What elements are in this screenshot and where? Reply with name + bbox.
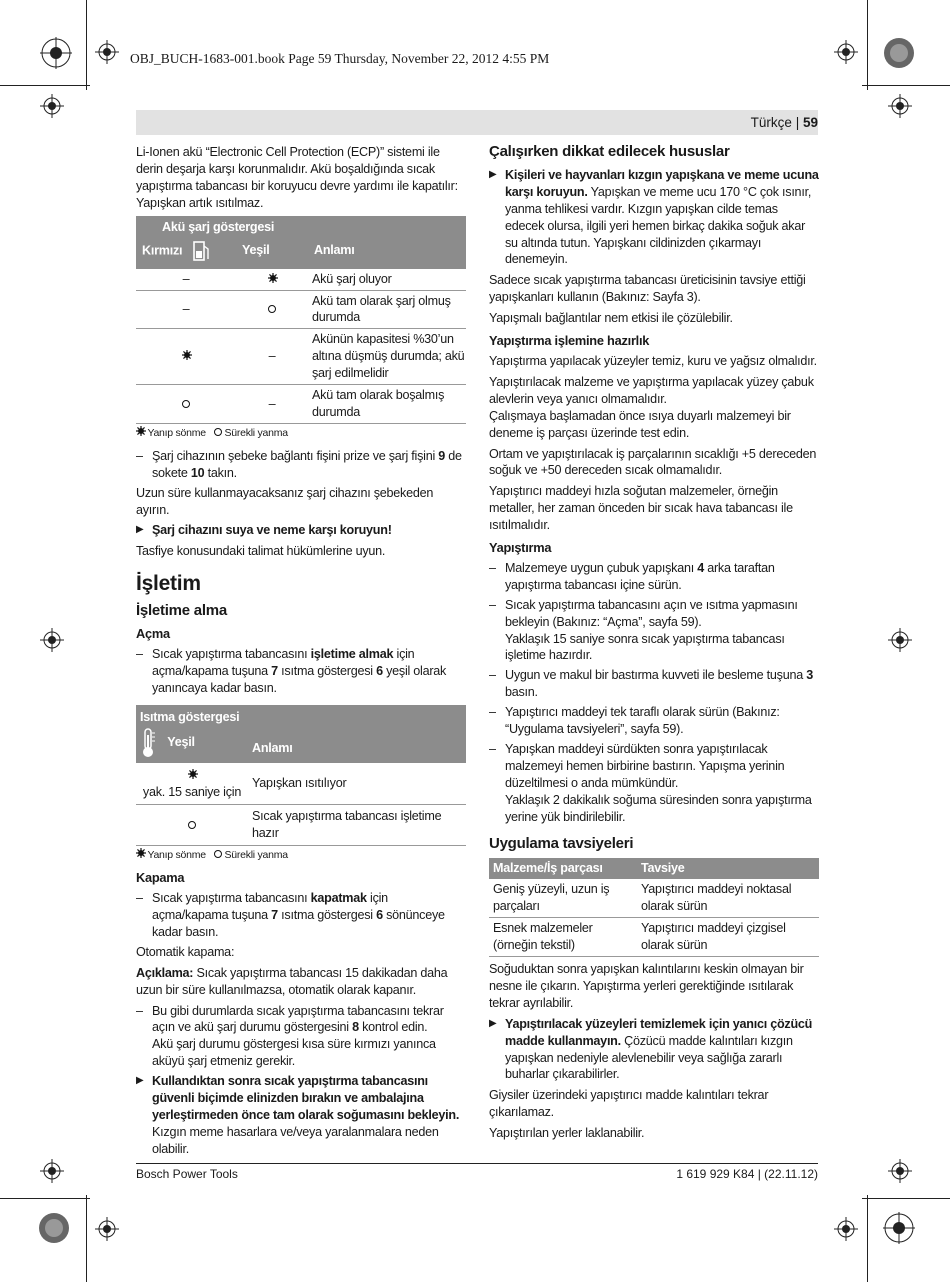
registration-target-icon [888,628,912,652]
flash-icon [268,271,277,280]
charge-step: – Şarj cihazının şebeke bağlantı fişini prize ve şarj fişini 9 de sokete 10 takın. [136,448,462,480]
prep-text: Yapıştırılacak malzeme ve yapıştırma yapılacak yüzey çabuk alevlerin veya yanıcı olmamalıdır. [489,374,814,406]
registration-target-icon [883,1212,915,1244]
crop-mark [867,0,868,90]
disposal-note: Tasfiye konusundaki talimat hükümlerine uyun. [136,544,386,559]
glue-step: – Malzemeye uygun çubuk yapışkanı 4 arka taraftan yapıştırma tabancası içine sürün. [489,560,775,592]
header-language: Türkçe [750,115,792,130]
unplug-note: Uzun süre kullanmayacaksanız şarj cihazını şebekeden ayırın. [136,485,434,517]
crop-mark [86,0,87,90]
charge-table-title: Akü şarj göstergesi [136,216,466,237]
registration-target-icon [40,37,72,69]
heat-indicator-table [136,705,466,847]
flash-icon [182,348,191,357]
crop-mark [86,1195,87,1282]
glue-step: – Sıcak yapıştırma tabancasını açın ve ısıtma yapmasını bekleyin (Bakınız: “Açma”, sayfa 59). Yaklaşık 15 saniye sonra sıcak yapıştırma tabancası işletime hazırdır. [489,597,798,663]
steady-icon [188,821,196,829]
glue-step: – Uygun ve makul bir bastırma kuvveti ile besleme tuşuna 3 basın. [489,668,814,700]
charge-col-meaning: Anlamı [308,237,466,269]
table-row: – Akü tam olarak şarj olmuş durumda [136,290,466,329]
table-row: Esnek malzemeler (örneğin tekstil) Yapıştırıcı maddeyi çizgisel olarak sürün [489,918,819,957]
heading-on: Açma [136,626,170,642]
tips-col-tip: Tavsiye [637,858,819,879]
heading-gluing: Yapıştırma [489,540,552,556]
heading-preparation: Yapıştırma işlemine hazırlık [489,333,650,349]
auto-off-note: Açıklama: Sıcak yapıştırma tabancası 15 dakikadan daha uzun bir süre kullanılmazsa, otomatik olarak kapanır. [136,965,448,997]
crop-mark [0,85,90,86]
registration-target-icon [834,40,858,64]
prep-text: Yapıştırıcı maddeyi hızla soğutan malzemeler, örneğin metaller, her zaman önceden bir sıcak hava tabancası ile ısıtılmalıdır. [489,484,793,533]
crop-mark [0,1198,90,1199]
page-header-bar [136,110,818,135]
heat-col-green: Yeşil [136,727,248,763]
charge-col-green: Yeşil [236,237,308,269]
footer-brand: Bosch Power Tools [136,1167,238,1181]
heading-off: Kapama [136,870,185,886]
registration-target-icon [40,1159,64,1183]
prep-text: Çalışmaya başlamadan önce ısıya duyarlı malzemeyi bir deneme iş parçası üzerinde test edin. [489,408,791,440]
heat-legend: Yanıp sönme Sürekli yanma [136,847,466,864]
cool-warning: ▶ Kullandıktan sonra sıcak yapıştırma tabancasını güvenli biçimde elinizden bırakın ve ambalajına yerleştirmeden önce tam olarak soğumasını bekleyin. Kızgın meme hasarlara ve/veya yaralanmalara neden olabilir. [136,1074,460,1156]
flash-icon [136,425,145,434]
table-row: Sıcak yapıştırma tabancası işletime hazır [136,805,466,846]
crop-mark [862,85,950,86]
flash-icon [188,767,197,776]
ecp-intro: Li-Ionen akü “Electronic Cell Protection (ECP)” sistemi ile derin deşarja karşı korunmalıdır. Akü boşaldığında sıcak yapıştırma tabancası bir koruyucu devre yardımı ile kapatılır: Yapışkan artık ısıtılmaz. [136,145,458,210]
glue-step: – Yapıştırıcı maddeyi tek taraflı olarak sürün (Bakınız: “Uygulama tavsiyeleri”, sayfa 59). [489,705,780,737]
glue-recommendation: Sadece sıcak yapıştırma tabancası üreticisinin tavsiye ettiği yapışkanları kullanın (Bakınız: Sayfa 3). [489,273,806,305]
table-row: – Akü tam olarak boşalmış durumda [136,385,466,424]
tips-col-material: Malzeme/İş parçası [489,858,637,879]
prep-text: Ortam ve yapıştırılacak iş parçalarının sıcaklığı +5 dereceden soğuk ve +50 dereceden sıcak olmamalıdır. [489,446,817,478]
glue-step: – Yapışkan maddeyi sürdükten sonra yapıştırılacak malzemeyi hemen birbirine bastırın. Yapışma yerinin düzeltilmesi o anda mümkündür. Yaklaşık 2 dakikalık soğuma süresinden sonra yapıştırma yerine yük bindirilebilir. [489,742,812,824]
steady-icon [214,428,222,436]
section-title-tips: Uygulama tavsiyeleri [489,834,634,852]
page-header [751,115,818,130]
right-column [489,144,819,1146]
table-row: – Akü şarj oluyor [136,269,466,290]
registration-target-icon [40,628,64,652]
header-separator: | [795,115,800,130]
prep-text: Yapıştırma yapılacak yüzeyler temiz, kuru ve yağsız olmalıdır. [489,353,817,368]
registration-target-icon [888,94,912,118]
section-title-operation: İşletim [136,572,201,596]
table-row: Geniş yüzeyli, uzun iş parçaları Yapıştırıcı maddeyi noktasal olarak sürün [489,879,819,917]
clothes-note: Giysiler üzerindeki yapıştırıcı madde kalıntıları tekrar çıkarılamaz. [489,1088,769,1120]
footer-rule [136,1163,818,1164]
charge-col-red: Kırmızı [136,237,236,269]
off-step: – Sıcak yapıştırma tabancasını kapatmak için açma/kapama tuşuna 7 ısıtma göstergesi 6 sönünceye kadar basın. [136,891,445,939]
registration-target-icon [834,1217,858,1241]
recharge-step: – Bu gibi durumlarda sıcak yapıştırma tabancasını tekrar açın ve akü şarj durumu göstergesini 8 kontrol edin. Akü şarj durumu göstergesi kısa süre kırmızı yanınca aküyü şarj etmeniz gerekir. [136,1003,444,1069]
footer-code: 1 619 929 K84 | (22.11.12) [676,1167,818,1181]
crop-mark [867,1195,868,1282]
solvent-warning: ▶ Yapıştırılacak yüzeyleri temizlemek için yanıcı çözücü madde kullanmayın. Çözücü madde kalıntıları kızgın yapışkan nedeniyle alevlenebilir veya sağlığa zararlı buharlar çıkarabilirler. [489,1016,813,1082]
section-title-work: Çalışırken dikkat edilecek hususlar [489,143,730,160]
on-step: – Sıcak yapıştırma tabancasını işletime almak için açma/kapama tuşuna 7 ısıtma göstergesi 6 yeşil olarak yanıncaya kadar basın. [136,646,447,695]
charge-legend: Yanıp sönme Sürekli yanma [136,425,466,442]
registration-target-icon [95,1217,119,1241]
steady-icon [214,850,222,858]
moisture-note: Yapışmalı bağlantılar nem etkisi ile çözülebilir. [489,311,733,326]
registration-circle-icon [38,1212,70,1244]
steady-icon [268,305,276,313]
hot-warning: ▶ Kişileri ve hayvanları kızgın yapışkana ve meme ucuna karşı koruyun. Yapışkan ve meme ucu 170 °C çok ısınır, yanma tehlikesi vardır. Kızgın yapışkan cilde temas edecek olursa, ilgili yeri hemen birkaç dakika soğuk akar su altında tutun. Yapışkanı cildinizden çıkarmayı denemeyin. [489,167,819,267]
varnish-note: Yapıştırılan yerler laklanabilir. [489,1126,645,1141]
steady-icon [182,400,190,408]
left-column [136,144,466,1162]
charge-indicator-table [136,216,466,424]
tips-table [489,858,819,957]
registration-target-icon [40,94,64,118]
residue-note: Soğuduktan sonra yapışkan kalıntılarını keskin olmayan bir nesne ile çıkarın. Yapıştırma yerleri gerektiğinde ısıtılarak tekrar ayrılabilir. [489,961,804,1010]
registration-circle-icon [883,37,915,69]
page-number: 59 [802,115,818,130]
table-row: yak. 15 saniye için Yapışkan ısıtılıyor [136,763,466,805]
section-title-startup: İşletime alma [136,602,227,620]
registration-target-icon [888,1159,912,1183]
crop-mark [862,1198,950,1199]
auto-off: Otomatik kapama: [136,944,235,959]
print-file-info: OBJ_BUCH-1683-001.book Page 59 Thursday, November 22, 2012 4:55 PM [130,51,550,66]
table-row: – Akünün kapasitesi %30’un altına düşmüş durumda; akü şarj edilmelidir [136,329,466,385]
flash-icon [136,847,145,856]
thermometer-icon [140,727,158,759]
heat-col-meaning: Anlamı [248,727,466,763]
water-warning: ▶ Şarj cihazını suya ve neme karşı koruyun! [136,523,392,538]
fuel-gauge-icon [192,239,212,263]
heat-table-title: Isıtma göstergesi [136,705,466,727]
registration-target-icon [95,40,119,64]
